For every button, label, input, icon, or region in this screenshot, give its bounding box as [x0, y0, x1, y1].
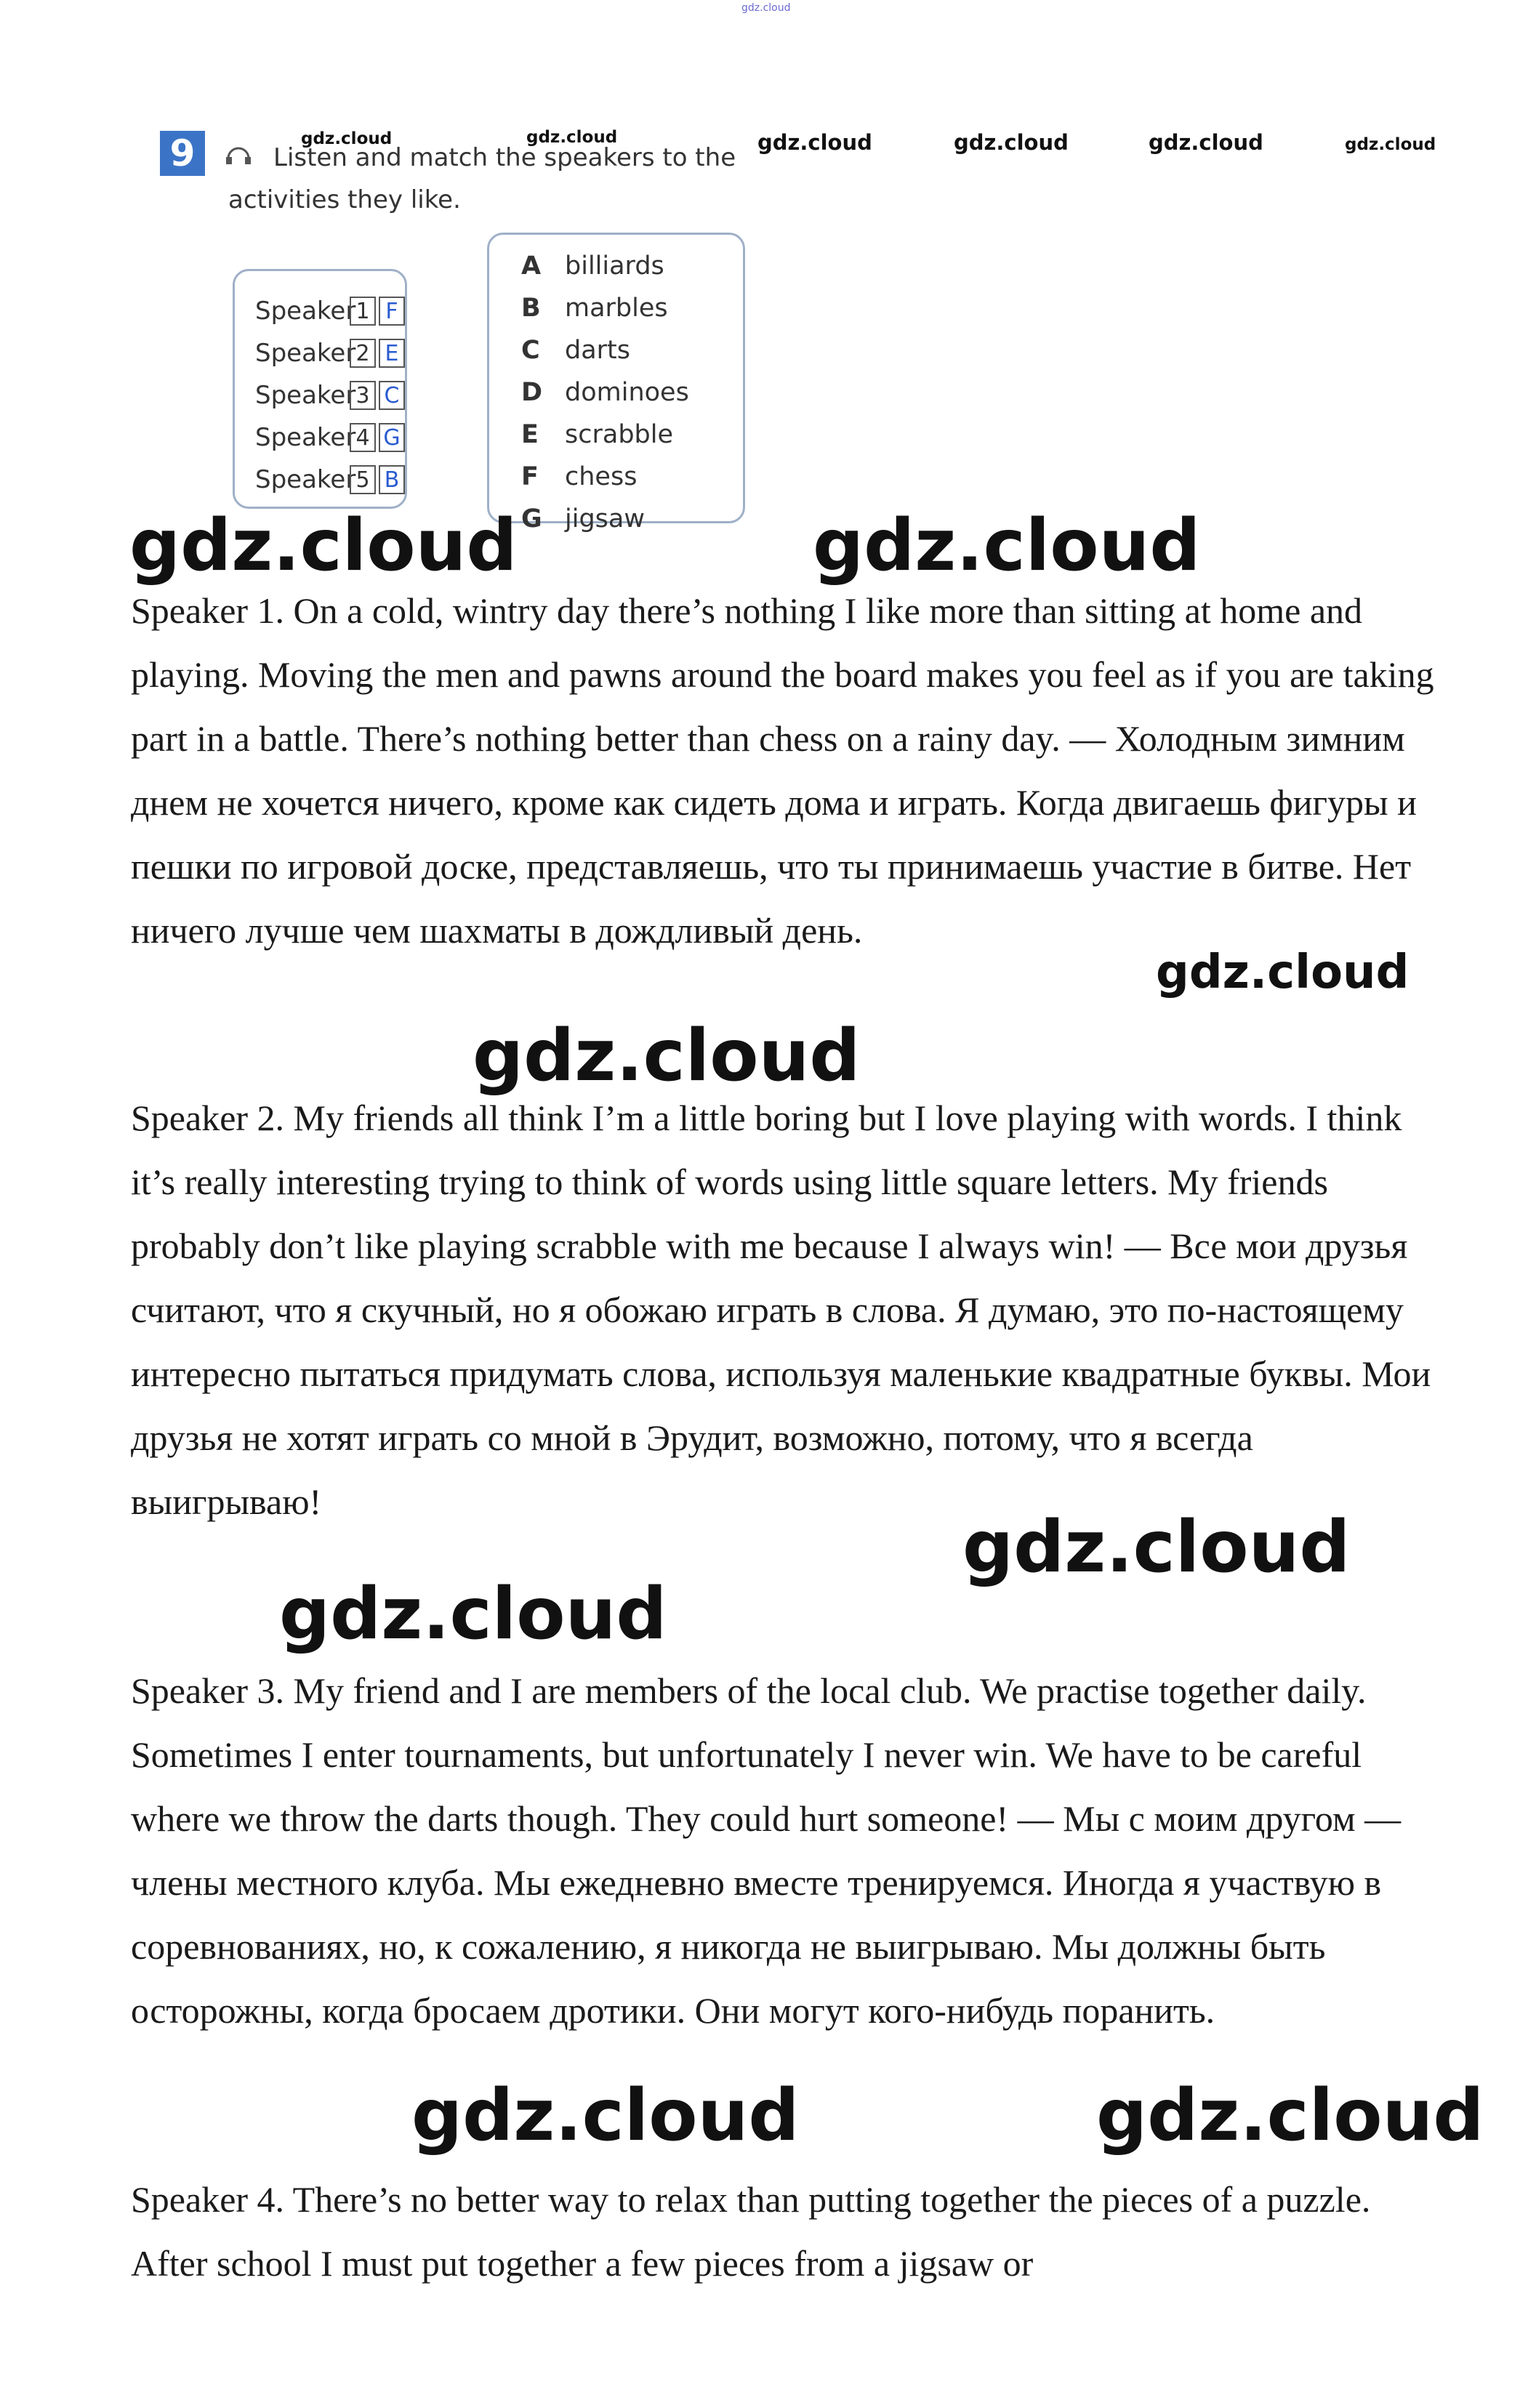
speaker-label: Speaker	[255, 381, 356, 410]
activity-key: F	[521, 462, 539, 491]
activity-name: chess	[565, 462, 638, 491]
watermark: gdz.cloud	[129, 504, 518, 587]
activity-name: dominoes	[565, 378, 689, 407]
activity-key: E	[521, 420, 539, 449]
activity-key: A	[521, 251, 542, 281]
exercise-number: 9	[160, 131, 205, 176]
activity-item	[521, 245, 743, 287]
paragraph-speaker-1: Speaker 1. On a cold, wintry day there’s nothing I like more than sitting at home and playing. Moving the men and pawns around the board makes you feel as if you are taking part in a battle. There’s nothing better than chess on a rainy day. — Холодным зимним днем не хочется ничего, кроме как сидеть дома и играть. Когда двигаешь фигуры и пешки по игровой доске, представляешь, что ты принимаешь участие в битве. Нет ничего лучше чем шахматы в дождливый день.	[131, 590, 1434, 951]
activity-name: marbles	[565, 294, 668, 323]
speaker-row	[255, 332, 405, 374]
paragraph-speaker-2: Speaker 2. My friends all think I’m a little boring but I love playing with words. I think it’s really interesting trying to think of words using little square letters. My friends probably don’t like playing scrabble with me because I always win! — Все мои друзья считают, что я скучный, но я обожаю играть в слова. Я думаю, это по-настоящему интересно пытаться придумать слова, используя маленькие квадратные буквы. Мои друзья не хотят играть со мной в Эрудит, возможно, потому, что я всегда выигрываю!	[131, 1098, 1431, 1522]
paragraph-speaker-4: Speaker 4. There’s no better way to relax than putting together the pieces of a puzzle. After school I must put together a few pieces from a jigsaw or	[131, 2179, 1371, 2284]
paragraph-speaker-3: Speaker 3. My friend and I are members of the local club. We practise together daily. Sometimes I enter tournaments, but unfortunately I never win. We have to be careful where we throw the darts though. They could hurt someone! — Мы с моим другом — члены местного клуба. Мы ежедневно вместе тренируемся. Иногда я участвую в соревнованиях, но, к сожалению, я никогда не выигрываю. Мы должны быть осторожны, когда бросаем дротики. Они могут кого-нибудь поранить.	[131, 1670, 1402, 2031]
watermark: gdz.cloud	[279, 1573, 667, 1656]
speaker-row	[255, 374, 405, 416]
watermark: gdz.cloud	[954, 130, 1069, 155]
activity-key: C	[521, 336, 540, 365]
activity-item	[521, 287, 743, 329]
activity-name: billiards	[565, 251, 664, 281]
speaker-number: 4	[350, 423, 376, 452]
activity-name: jigsaw	[565, 504, 645, 533]
exercise-block	[160, 128, 814, 533]
activity-name: darts	[565, 336, 631, 365]
speaker-number: 3	[350, 381, 376, 410]
speaker-label: Speaker	[255, 297, 356, 326]
watermark: gdz.cloud	[473, 1015, 861, 1098]
speaker-number: 5	[350, 465, 376, 494]
watermark: gdz.cloud	[526, 128, 618, 147]
speaker-label: Speaker	[255, 423, 356, 452]
watermark: gdz.cloud	[1096, 2074, 1484, 2157]
watermark-header: gdz.cloud	[741, 2, 791, 14]
speaker-number: 1	[350, 297, 376, 326]
speaker-label: Speaker	[255, 465, 356, 494]
activity-item	[521, 456, 743, 498]
activity-item	[521, 414, 743, 456]
watermark: gdz.cloud	[813, 504, 1201, 587]
watermark: gdz.cloud	[757, 130, 872, 155]
speaker-answer: C	[379, 381, 405, 410]
speaker-row	[255, 416, 405, 459]
instruction-line-2: activities they like.	[228, 185, 461, 214]
watermark: gdz.cloud	[411, 2074, 800, 2157]
speaker-number: 2	[350, 339, 376, 368]
watermark: gdz.cloud	[1149, 130, 1263, 155]
instruction-line-1: Listen and match the speakers to the	[273, 143, 736, 172]
activities-box	[487, 233, 745, 533]
activity-name: scrabble	[565, 420, 674, 449]
watermark: gdz.cloud	[301, 129, 393, 148]
activity-key: G	[521, 504, 542, 533]
activity-key: B	[521, 294, 541, 323]
activity-key: D	[521, 378, 543, 407]
watermark: gdz.cloud	[962, 1506, 1351, 1589]
activity-item	[521, 329, 743, 371]
activity-item	[521, 498, 743, 540]
activity-item	[521, 371, 743, 414]
watermark: gdz.cloud	[1156, 946, 1410, 999]
watermark: gdz.cloud	[1345, 135, 1436, 154]
speaker-answer: F	[379, 297, 405, 326]
speakers-box	[233, 269, 407, 509]
speaker-row	[255, 290, 405, 332]
speaker-answer: B	[379, 465, 405, 494]
speaker-row	[255, 459, 405, 501]
speaker-label: Speaker	[255, 339, 356, 368]
speaker-answer: G	[379, 423, 405, 452]
speaker-answer: E	[379, 339, 405, 368]
